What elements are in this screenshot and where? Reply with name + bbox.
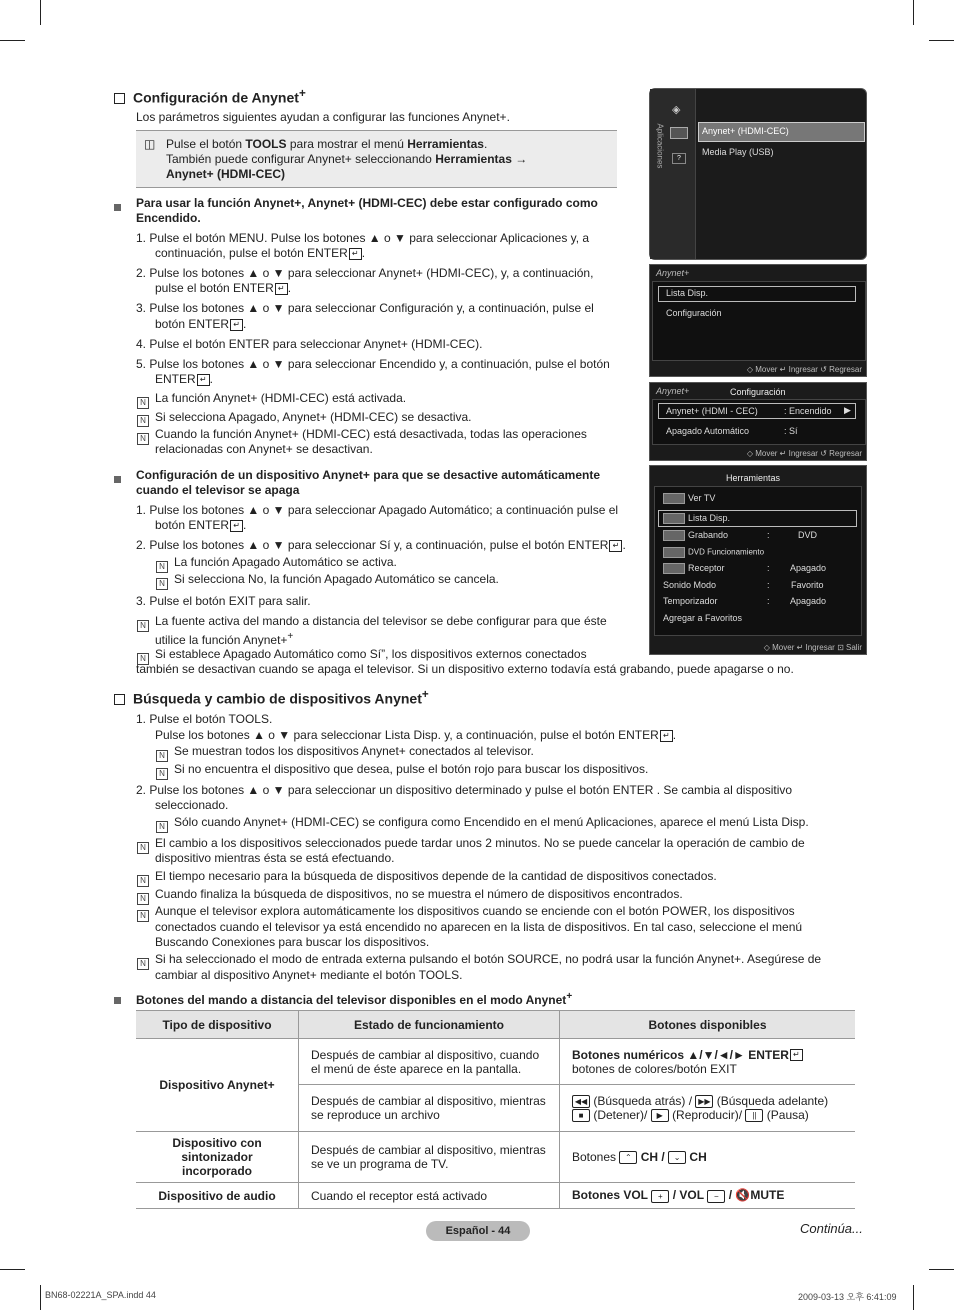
volume-down-icon: −: [707, 1190, 725, 1203]
menu-item-label: Anynet+ (HDMI-CEC): [702, 126, 789, 136]
table-cell: Dispositivo de audio: [136, 1183, 299, 1209]
note-text: Si no encuentra el dispositivo que desea, pulse el botón rojo para buscar los dispositivos.: [174, 762, 649, 776]
note-text: Si establece Apagado Automático como Sí”, los dispositivos externos conectados: [155, 647, 587, 661]
setting-label: Apagado Automático: [666, 426, 750, 436]
enter-icon: ↵: [197, 374, 210, 386]
arrow-right-icon: ▶: [844, 405, 851, 415]
table-cell: Dispositivo Anynet+: [136, 1039, 299, 1132]
note-icon: N: [137, 415, 149, 427]
tip-line: Pulse el botón TOOLS para mostrar el menú Herramientas.: [166, 137, 488, 151]
step-text: 1. Pulse los botones ▲ o ▼ para seleccionar Apagado Automático; a continuación pulse el: [136, 503, 619, 517]
note-icon: N: [137, 893, 149, 905]
table-cell: Cuando el receptor está activado: [299, 1183, 560, 1209]
tool-colon: :: [767, 580, 770, 590]
print-date: 2009-03-13 오후 6:41:09: [798, 1292, 897, 1302]
page-number-badge: Español - 44: [426, 1221, 530, 1241]
step-text: seleccionado.: [155, 798, 229, 812]
note-text: Si ha seleccionado el modo de entrada externa pulsando el botón SOURCE, no podrá usar la función Anynet+. Asegúrese de: [155, 952, 822, 966]
note-icon: N: [156, 821, 168, 833]
note-icon: N: [137, 910, 149, 922]
table-cell: Botones numéricos ▲/▼/◄/► ENTER ↵ botones de colores/botón EXIT: [560, 1039, 856, 1085]
step-text: continuación, pulse el botón ENTER ↵ .: [155, 246, 366, 260]
note-icon: N: [137, 433, 149, 445]
step-text: 2. Pulse los botones ▲ o ▼ para seleccionar Sí y, a continuación, pulse el botón ENTER ↵ .: [136, 538, 626, 552]
tool-item: Receptor: [663, 563, 725, 574]
tool-value: Apagado: [790, 563, 827, 573]
note-text: El tiempo necesario para la búsqueda de dispositivos depende de la cantidad de dispositivos conectados.: [155, 869, 717, 883]
bullet-icon: [114, 204, 121, 211]
note-text: La función Anynet+ (HDMI-CEC) está activada.: [155, 391, 407, 405]
fast-forward-icon: ▶▶: [695, 1095, 713, 1108]
tool-item: DVD Funcionamiento: [663, 547, 764, 558]
tool-colon: :: [767, 596, 770, 606]
step-text: botón ENTER ↵ .: [155, 518, 247, 532]
note-text: Cuando la función Anynet+ (HDMI-CEC) está desactivada, todas las operaciones: [155, 427, 587, 441]
enter-icon: ↵: [660, 730, 673, 742]
tool-item: Agregar a Favoritos: [663, 613, 743, 623]
step-text: 4. Pulse el botón ENTER para seleccionar Anynet+ (HDMI-CEC).: [136, 337, 483, 351]
crop-mark: [40, 0, 41, 25]
note-icon: N: [137, 653, 149, 665]
note-text: Aunque el televisor explora automáticamente los dispositivos cuando se enciende con el botón POWER, los dispositivos: [155, 904, 795, 918]
table-cell: Después de cambiar al dispositivo, cuando el menú de éste aparece en la pantalla.: [299, 1039, 560, 1085]
note-icon: N: [156, 561, 168, 573]
note-text: relacionadas con Anynet+ se desactivan.: [155, 442, 373, 456]
crop-mark: [40, 1285, 41, 1310]
bullet-heading: Encendido.: [136, 211, 201, 225]
bullet-heading: Configuración de un dispositivo Anynet+ para que se desactive automáticamente: [136, 468, 600, 482]
note-text: Si selecciona Apagado, Anynet+ (HDMI-CEC) se desactiva.: [155, 410, 472, 424]
note-icon: N: [156, 578, 168, 590]
play-icon: ▶: [651, 1109, 669, 1122]
note-text: El cambio a los dispositivos seleccionados puede tardar unos 2 minutos. No se puede cancelar la operación de cambio de: [155, 836, 805, 850]
bullet-heading: Botones del mando a distancia del televisor disponibles en el modo Anynet+: [136, 991, 573, 1007]
table-cell: Después de cambiar al dispositivo, mientras se reproduce un archivo: [299, 1085, 560, 1132]
bullet-heading: cuando el televisor se apaga: [136, 483, 300, 497]
table-cell: Dispositivo con sintonizador incorporado: [136, 1132, 299, 1183]
crop-mark: [0, 40, 25, 41]
note-text: utilice la función Anynet++: [155, 631, 294, 647]
note-text: dispositivo mientras ésta se está efectuando.: [155, 851, 395, 865]
bullet-icon: [114, 476, 121, 483]
continues-text: Continúa...: [800, 1221, 863, 1236]
nav-hint: ◇ Mover ↵ Ingresar ⊡ Salir: [763, 643, 862, 652]
step-text: 2. Pulse los botones ▲ o ▼ para seleccionar Anynet+ (HDMI-CEC), y, a continuación,: [136, 266, 594, 280]
intro-text: Los parámetros siguientes ayudan a configurar las funciones Anynet+.: [136, 110, 510, 124]
table-header: Botones disponibles: [560, 1011, 856, 1039]
note-text: La fuente activa del mando a distancia del televisor se debe configurar para que éste: [155, 614, 607, 628]
crop-mark: [929, 1269, 954, 1270]
crop-mark: [913, 1285, 914, 1310]
note-text: Se muestran todos los dispositivos Anynet+ conectados al televisor.: [174, 744, 534, 758]
checkbox-square-icon: [114, 694, 125, 705]
tv-screen-anynet: [649, 264, 867, 377]
section-title: Búsqueda y cambio de dispositivos Anynet+: [114, 688, 429, 707]
tv-screen-configuracion: [649, 382, 867, 461]
setting-value: : Encendido: [784, 406, 832, 416]
setting-value: : Sí: [784, 426, 798, 436]
tool-colon: :: [767, 530, 770, 540]
volume-up-icon: +: [651, 1190, 669, 1203]
menu-item-label: Media Play (USB): [702, 147, 774, 157]
screen-title: Configuración: [730, 387, 786, 397]
section-title: Configuración de Anynet+: [114, 87, 306, 106]
channel-up-icon: ⌃: [619, 1151, 637, 1164]
tip-icon: ◫: [144, 137, 156, 151]
menu-item-label: Lista Disp.: [666, 288, 709, 298]
tool-item: Ver TV: [663, 493, 715, 504]
setting-label: Anynet+ (HDMI - CEC): [666, 406, 758, 416]
tool-colon: :: [767, 563, 770, 573]
anynet-logo: Anynet+: [656, 386, 690, 396]
crop-mark: [929, 40, 954, 41]
enter-icon: ↵: [275, 283, 288, 295]
table-cell: Botones VOL + / VOL − / 🔇MUTE: [560, 1183, 856, 1209]
step-text: 1. Pulse el botón TOOLS.: [136, 712, 273, 726]
note-icon: N: [137, 397, 149, 409]
note-text: cambiar al dispositivo Anynet+ mediante el botón TOOLS.: [155, 968, 463, 982]
note-text: también se desactivan cuando se apaga el televisor. Si un dispositivo externo todavía está grabando, puede apagarse o no.: [136, 662, 794, 676]
note-text: conectados cuando el televisor ya está encendido no aparecen en la lista de dispositivos. En tal caso, seleccione el menú: [155, 920, 803, 934]
table-header: Tipo de dispositivo: [136, 1011, 299, 1039]
pause-icon: ||: [745, 1109, 763, 1122]
note-icon: N: [137, 958, 149, 970]
mute-icon: 🔇: [735, 1188, 751, 1203]
table-cell: ◀◀ (Búsqueda atrás) / ▶▶ (Búsqueda adelante) ■ (Detener)/ ▶ (Reproducir)/ || (Pausa): [560, 1085, 856, 1132]
note-text: Sólo cuando Anynet+ (HDMI-CEC) se configura como Encendido en el menú Aplicaciones, aparece el menú Lista Disp.: [174, 815, 809, 829]
step-text: 2. Pulse los botones ▲ o ▼ para seleccionar un dispositivo determinado y pulse el botón ENTER . Se cambia al dispositivo: [136, 783, 793, 797]
enter-icon: ↵: [230, 520, 243, 532]
step-text: 1. Pulse el botón MENU. Pulse los botones ▲ o ▼ para seleccionar Aplicaciones y, a: [136, 231, 590, 245]
help-icon: ?: [672, 153, 686, 164]
note-icon: N: [137, 875, 149, 887]
apps-icon: [670, 127, 688, 139]
note-icon: N: [137, 620, 149, 632]
table-cell: Después de cambiar al dispositivo, mientras se ve un programa de TV.: [299, 1132, 560, 1183]
screen-title: Herramientas: [726, 473, 781, 483]
channel-down-icon: ⌄: [668, 1151, 686, 1164]
enter-icon: ↵: [230, 319, 243, 331]
stop-icon: ■: [572, 1109, 590, 1122]
tool-item: Sonido Modo: [663, 580, 717, 590]
tv-screen-aplicaciones: [649, 88, 867, 260]
tool-value: Favorito: [791, 580, 824, 590]
nav-hint: ◇ Mover ↵ Ingresar ↺ Regresar: [746, 449, 862, 458]
step-text: Pulse los botones ▲ o ▼ para seleccionar Lista Disp. y, a continuación, pulse el botón ENTER ↵ .: [155, 728, 677, 742]
tip-line: También puede configurar Anynet+ seleccionando Herramientas →: [166, 152, 528, 166]
note-icon: N: [156, 750, 168, 762]
nav-hint: ◇ Mover ↵ Ingresar ↺ Regresar: [746, 365, 862, 374]
anynet-badge-icon: [663, 563, 685, 574]
note-text: Si selecciona No, la función Apagado Automático se cancela.: [174, 572, 499, 586]
step-text: pulse el botón ENTER ↵ .: [155, 281, 292, 295]
enter-icon: ↵: [349, 248, 362, 260]
tool-value: DVD: [798, 530, 818, 540]
file-info: BN68-02221A_SPA.indd 44: [45, 1290, 156, 1300]
note-text: La función Apagado Automático se activa.: [174, 555, 397, 569]
note-icon: N: [137, 842, 149, 854]
anynet-badge-icon: [663, 530, 685, 541]
enter-icon: ↵: [790, 1049, 803, 1061]
step-text: botón ENTER ↵ .: [155, 317, 247, 331]
speaker-icon: ◈: [672, 104, 681, 116]
tip-line: Anynet+ (HDMI-CEC): [166, 167, 285, 181]
note-icon: N: [156, 768, 168, 780]
tool-item: Lista Disp.: [663, 513, 730, 524]
step-text: ENTER ↵ .: [155, 372, 214, 386]
bullet-heading: Para usar la función Anynet+, Anynet+ (HDMI-CEC) debe estar configurado como: [136, 196, 598, 210]
tv-screen-herramientas: [649, 465, 867, 655]
enter-icon: ↵: [609, 540, 622, 552]
anynet-badge-icon: [663, 493, 685, 504]
crop-mark: [913, 0, 914, 25]
menu-item-label: Configuración: [666, 308, 722, 318]
step-text: 3. Pulse los botones ▲ o ▼ para seleccionar Configuración y, a continuación, pulse el: [136, 301, 594, 315]
anynet-badge-icon: [663, 547, 685, 558]
tool-item: Grabando: [663, 530, 728, 541]
bullet-icon: [114, 997, 121, 1004]
rewind-icon: ◀◀: [572, 1095, 590, 1108]
note-text: Cuando finaliza la búsqueda de dispositivos, no se muestra el número de dispositivos encontrados.: [155, 887, 683, 901]
table-header: Estado de funcionamiento: [299, 1011, 560, 1039]
anynet-badge-icon: [663, 513, 685, 524]
tool-value: Apagado: [790, 596, 827, 606]
note-text: Buscando Conexiones para buscar los dispositivos.: [155, 935, 430, 949]
step-text: 5. Pulse los botones ▲ o ▼ para seleccionar Encendido y, a continuación, pulse el botón: [136, 357, 610, 371]
table-cell: Botones ⌃ CH / ⌄ CH: [560, 1132, 856, 1183]
step-text: 3. Pulse el botón EXIT para salir.: [136, 594, 311, 608]
remote-buttons-table: [136, 1010, 855, 1209]
tool-item: Temporizador: [663, 596, 718, 606]
checkbox-square-icon: [114, 93, 125, 104]
side-label: Aplicaciones: [655, 123, 665, 169]
anynet-logo: Anynet+: [656, 268, 690, 278]
crop-mark: [0, 1269, 25, 1270]
